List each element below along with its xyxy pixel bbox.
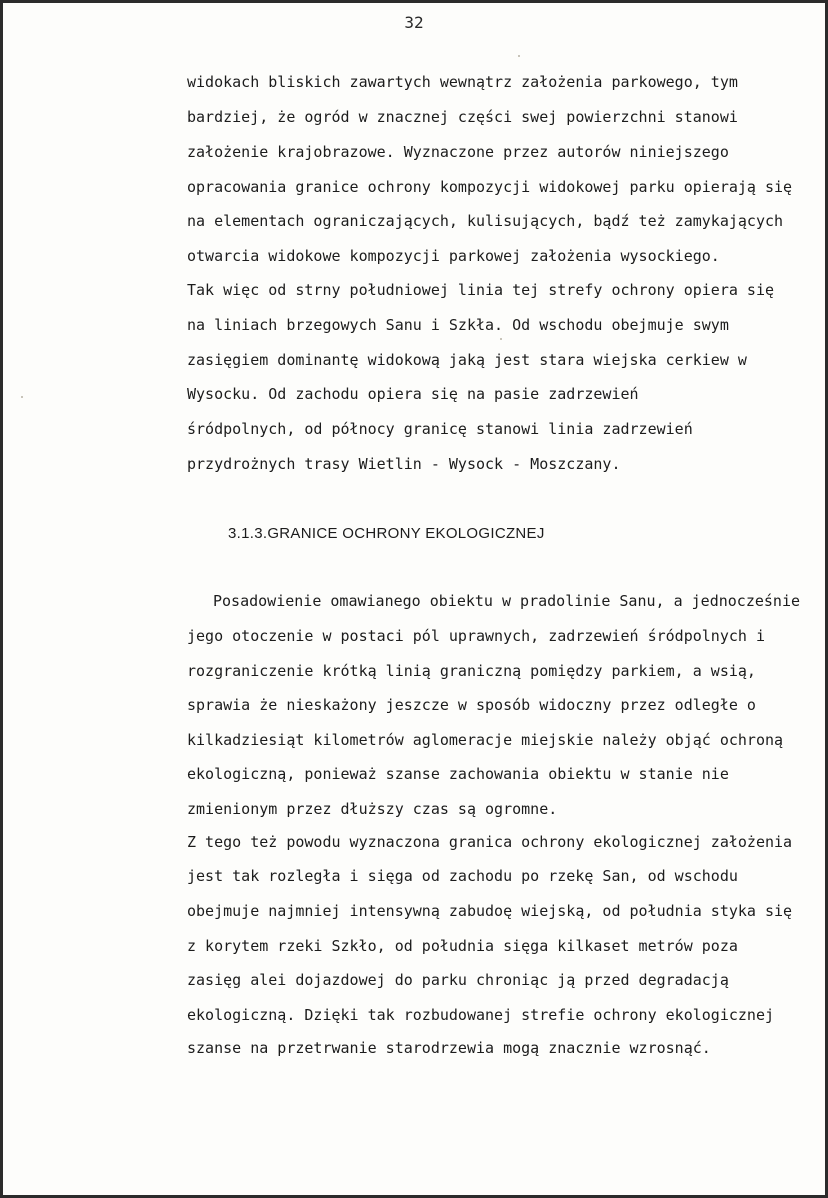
paragraph-1-line: założenie krajobrazowe. Wyznaczone przez autorów niniejszego [187, 143, 729, 161]
paragraph-2-line: zasięg alei dojazdowej do parku chroniąc ją przed degradacją [187, 971, 729, 989]
scan-speck [500, 338, 502, 340]
paragraph-2-line: Z tego też powodu wyznaczona granica ochrony ekologicznej założenia [187, 833, 793, 851]
paragraph-1-line: na liniach brzegowych Sanu i Szkła. Od wschodu obejmuje swym [187, 316, 729, 334]
paragraph-1-line: przydrożnych trasy Wietlin - Wysock - Moszczany. [187, 455, 621, 473]
paragraph-1-line: opracowania granice ochrony kompozycji widokowej parku opierają się [187, 178, 793, 196]
paragraph-1-line: Tak więc od strny południowej linia tej strefy ochrony opiera się [187, 281, 774, 299]
scan-speck [518, 55, 520, 57]
paragraph-2-line: jego otoczenie w postaci pól uprawnych, zadrzewień śródpolnych i [187, 627, 765, 645]
paragraph-2-line: obejmuje najmniej intensywną zabudoę wiejską, od południa styka się [187, 902, 793, 920]
paragraph-2-line: ekologiczną, ponieważ szanse zachowania obiektu w stanie nie [187, 765, 729, 783]
scan-speck [21, 396, 23, 398]
section-heading: 3.1.3.GRANICE OCHRONY EKOLOGICZNEJ [228, 525, 545, 542]
paragraph-1-line: śródpolnych, od północy granicę stanowi linia zadrzewień [187, 420, 693, 438]
paragraph-1-line: na elementach ograniczających, kulisujących, bądź też zamykających [187, 212, 784, 230]
paragraph-2-line: kilkadziesiąt kilometrów aglomeracje miejskie należy objąć ochroną [187, 731, 784, 749]
document-page [3, 3, 825, 1195]
paragraph-2-line: jest tak rozległa i sięga od zachodu po rzekę San, od wschodu [187, 867, 738, 885]
paragraph-2-line: szanse na przetrwanie starodrzewia mogą znacznie wzrosnąć. [187, 1039, 711, 1057]
paragraph-2-line: z korytem rzeki Szkło, od południa sięga kilkaset metrów poza [187, 937, 738, 955]
paragraph-1-line: bardziej, że ogród w znacznej części swej powierzchni stanowi [187, 108, 738, 126]
paragraph-2-line: rozgraniczenie krótką linią graniczną pomiędzy parkiem, a wsią, [187, 662, 756, 680]
paragraph-2-line: Posadowienie omawianego obiektu w pradolinie Sanu, a jednocześnie [213, 592, 800, 610]
paragraph-1-line: otwarcia widokowe kompozycji parkowej założenia wysockiego. [187, 247, 720, 265]
paragraph-2-line: zmienionym przez dłuższy czas są ogromne. [187, 800, 558, 818]
paragraph-2-line: ekologiczną. Dzięki tak rozbudowanej strefie ochrony ekologicznej [187, 1006, 774, 1024]
paragraph-2-line: sprawia że nieskażony jeszcze w sposób widoczny przez odległe o [187, 696, 756, 714]
paragraph-1-line: zasięgiem dominantę widokową jaką jest stara wiejska cerkiew w [187, 351, 747, 369]
page-number: 32 [404, 13, 424, 32]
paragraph-1-line: widokach bliskich zawartych wewnątrz założenia parkowego, tym [187, 73, 738, 91]
paragraph-1-line: Wysocku. Od zachodu opiera się na pasie zadrzewień [187, 385, 639, 403]
